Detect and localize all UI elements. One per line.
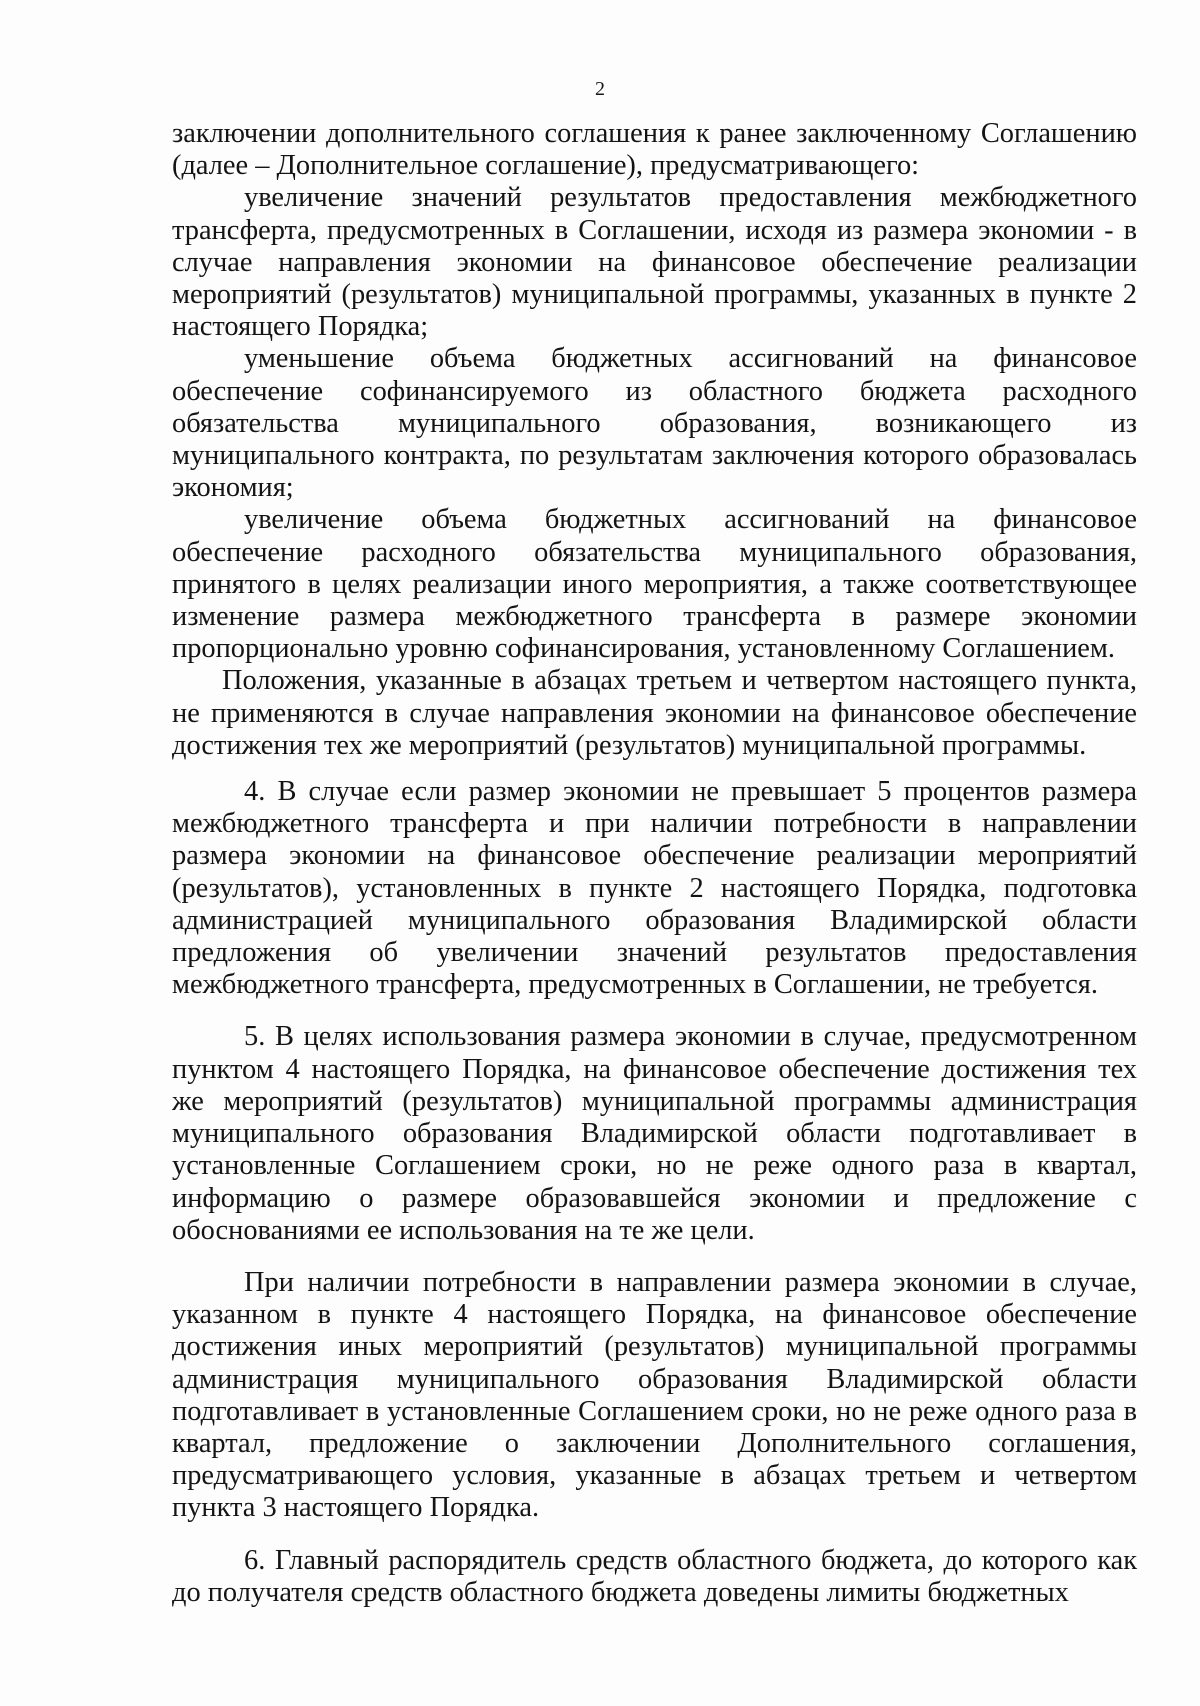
- page-number: 2: [595, 78, 605, 100]
- paragraph-increase-results: увеличение значений результатов предоставления межбюджетного трансферта, предусмотренных в Соглашении, исходя из размера экономии - в случае направления экономии на финансовое обеспечение реализации мероприятий (результатов) муниципальной программы, указанных в пункте 2 настоящего Порядка;: [172, 182, 1137, 343]
- document-body: [172, 118, 1137, 1609]
- paragraph-item-4: 4. В случае если размер экономии не превышает 5 процентов размера межбюджетного трансферта и при наличии потребности в направлении размера экономии на финансовое обеспечение реализации мероприятий (результатов), установленных в пункте 2 настоящего Порядка, подготовка администрацией муниципального образования Владимирской области предложения об увеличении значений результатов предоставления межбюджетного трансферта, предусмотренных в Соглашении, не требуется.: [172, 776, 1137, 1001]
- paragraph-item-5: 5. В целях использования размера экономии в случае, предусмотренном пунктом 4 настоящего Порядка, на финансовое обеспечение достижения тех же мероприятий (результатов) муниципальной программы администрация муниципального образования Владимирской области подготавливает в установленные Соглашением сроки, но не реже одного раза в квартал, информацию о размере образовавшейся экономии и предложение с обоснованиями ее использования на те же цели.: [172, 1021, 1137, 1246]
- paragraph-continuation: заключении дополнительного соглашения к ранее заключенному Соглашению (далее – Дополнительное соглашение), предусматривающего:: [172, 118, 1137, 182]
- paragraph-decrease-allocations: уменьшение объема бюджетных ассигнований на финансовое обеспечение софинансируемого из областного бюджета расходного обязательства муниципального образования, возникающего из муниципального контракта, по результатам заключения которого образовалась экономия;: [172, 343, 1137, 504]
- paragraph-need-redirect: При наличии потребности в направлении размера экономии в случае, указанном в пункте 4 настоящего Порядка, на финансовое обеспечение достижения иных мероприятий (результатов) муниципальной программы администрация муниципального образования Владимирской области подготавливает в установленные Соглашением сроки, но не реже одного раза в квартал, предложение о заключении Дополнительного соглашения, предусматривающего условия, указанные в абзацах третьем и четвертом пункта 3 настоящего Порядка.: [172, 1266, 1137, 1524]
- paragraph-increase-allocations: увеличение объема бюджетных ассигнований на финансовое обеспечение расходного обязательства муниципального образования, принятого в целях реализации иного мероприятия, а также соответствующее изменение размера межбюджетного трансферта в размере экономии пропорционально уровню софинансирования, установленному Соглашением.: [172, 504, 1137, 665]
- paragraph-item-6: 6. Главный распорядитель средств областного бюджета, до которого как до получателя средств областного бюджета доведены лимиты бюджетных: [172, 1544, 1137, 1608]
- paragraph-provisions-note: Положения, указанные в абзацах третьем и четвертом настоящего пункта, не применяются в случае направления экономии на финансовое обеспечение достижения тех же мероприятий (результатов) муниципальной программы.: [172, 665, 1137, 761]
